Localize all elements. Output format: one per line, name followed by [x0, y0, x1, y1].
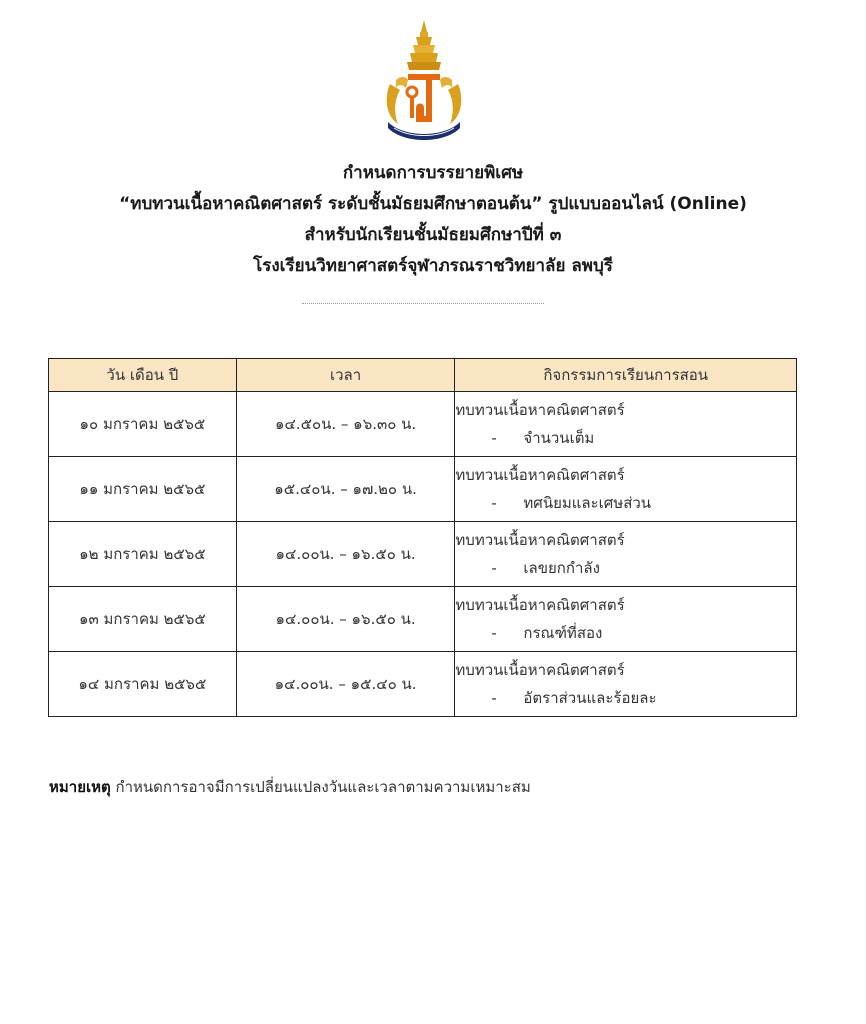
column-header-time: เวลา [236, 359, 455, 392]
row-date: ๑๒ มกราคม ๒๕๖๕ [49, 522, 237, 587]
activity-title: ทบทวนเนื้อหาคณิตศาสตร์ [455, 596, 625, 614]
row-date: ๑๔ มกราคม ๒๕๖๕ [49, 652, 237, 717]
table-row [49, 392, 797, 457]
row-time: ๑๔.๐๐น. – ๑๖.๕๐ น. [236, 587, 455, 652]
table-row [49, 457, 797, 522]
row-date: ๑๑ มกราคม ๒๕๖๕ [49, 457, 237, 522]
bullet-dash: - [491, 559, 497, 577]
table-row [49, 652, 797, 717]
bullet-dash: - [491, 494, 497, 512]
topic-label: ทศนิยมและเศษส่วน [523, 494, 652, 512]
topic-label: เลขยกกำลัง [523, 559, 600, 577]
column-header-date: วัน เดือน ปี [49, 359, 237, 392]
row-time: ๑๔.๕๐น. – ๑๖.๓๐ น. [236, 392, 455, 457]
bullet-dash: - [491, 689, 497, 707]
row-activity [455, 392, 797, 457]
table-header-row [49, 359, 797, 392]
remark-label: หมายเหตุ [49, 778, 111, 796]
title-line-1: กำหนดการบรรยายพิเศษ [342, 163, 524, 183]
topic-label: จำนวนเต็ม [523, 429, 595, 447]
title-line-4: โรงเรียนวิทยาศาสตร์จุฬาภรณราชวิทยาลัย ลพบุรี [253, 256, 613, 276]
activity-topic [455, 684, 796, 712]
activity-title: ทบทวนเนื้อหาคณิตศาสตร์ [455, 531, 625, 549]
activity-title: ทบทวนเนื้อหาคณิตศาสตร์ [455, 401, 625, 419]
activity-title: ทบทวนเนื้อหาคณิตศาสตร์ [455, 466, 625, 484]
remark-text: กำหนดการอาจมีการเปลี่ยนแปลงวันและเวลาตามความเหมาะสม [115, 778, 531, 796]
schedule-table [48, 358, 797, 717]
topic-label: กรณฑ์ที่สอง [523, 624, 603, 642]
row-activity [455, 457, 797, 522]
title-divider [302, 303, 544, 304]
title-line-2: “ทบทวนเนื้อหาคณิตศาสตร์ ระดับชั้นมัธยมศึกษาตอนต้น” รูปแบบออนไลน์ (Online) [119, 194, 747, 214]
activity-topic [455, 489, 796, 517]
activity-topic [455, 554, 796, 582]
row-activity [455, 522, 797, 587]
topic-label: อัตราส่วนและร้อยละ [523, 689, 657, 707]
school-emblem-icon [380, 18, 468, 142]
row-activity [455, 587, 797, 652]
row-activity [455, 652, 797, 717]
row-date: ๑๓ มกราคม ๒๕๖๕ [49, 587, 237, 652]
table-row [49, 587, 797, 652]
row-time: ๑๔.๐๐น. – ๑๖.๕๐ น. [236, 522, 455, 587]
activity-topic [455, 619, 796, 647]
column-header-activity: กิจกรรมการเรียนการสอน [455, 359, 797, 392]
remark [49, 775, 531, 799]
bullet-dash: - [491, 429, 497, 447]
row-date: ๑๐ มกราคม ๒๕๖๕ [49, 392, 237, 457]
title-line-3: สำหรับนักเรียนชั้นมัธยมศึกษาปีที่ ๓ [304, 225, 562, 245]
row-time: ๑๕.๔๐น. – ๑๗.๒๐ น. [236, 457, 455, 522]
bullet-dash: - [491, 624, 497, 642]
table-row [49, 522, 797, 587]
activity-title: ทบทวนเนื้อหาคณิตศาสตร์ [455, 661, 625, 679]
activity-topic [455, 424, 796, 452]
document-title [0, 158, 866, 282]
row-time: ๑๔.๐๐น. – ๑๕.๔๐ น. [236, 652, 455, 717]
